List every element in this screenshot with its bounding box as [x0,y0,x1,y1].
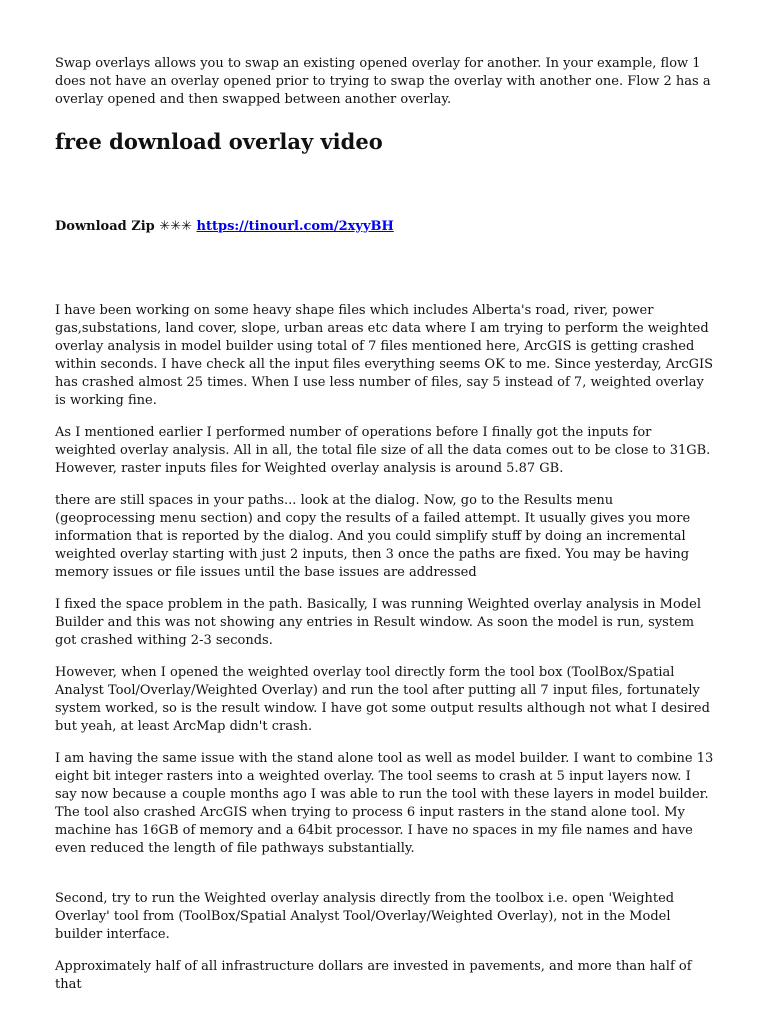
body-paragraph: Second, try to run the Weighted overlay analysis directly from the toolbox i.e. open 'Weighted Overlay' tool from (ToolBox/Spatial Analyst Tool/Overlay/Weighted Overlay), not in the Model builder interface. [55,891,675,942]
body-paragraph: As I mentioned earlier I performed number of operations before I finally got the inputs for weighted overlay analysis. All in all, the total file size of all the data comes out to be close to 31GB. However, raster inputs files for Weighted overlay analysis is around 5.87 GB. [55,425,711,476]
download-line [55,218,715,236]
arrow-glyphs: ✳✳✳ [159,219,192,234]
body-paragraph: I fixed the space problem in the path. Basically, I was running Weighted overlay analysis in Model Builder and this was not showing any entries in Result window. As soon the model is run, system got crashed withing 2-3 seconds. [55,597,701,648]
document-page [55,55,715,1008]
article-body [55,302,715,994]
page-title: free download overlay video [55,129,383,154]
body-paragraph: However, when I opened the weighted overlay tool directly form the tool box (ToolBox/Spatial Analyst Tool/Overlay/Weighted Overlay) and run the tool after putting all 7 input files, fortunately system worked, so is the result window. I have got some output results although not what I desired but yeah, at least ArcMap didn't crash. [55,665,710,734]
intro-paragraph: Swap overlays allows you to swap an existing opened overlay for another. In your example, flow 1 does not have an overlay opened prior to trying to swap the overlay with another one. Flow 2 has a overlay opened and then swapped between another overlay. [55,56,711,107]
body-paragraph: Approximately half of all infrastructure dollars are invested in pavements, and more than half of that [55,959,692,992]
body-paragraph: I have been working on some heavy shape files which includes Alberta's road, river, power gas,substations, land cover, slope, urban areas etc data where I am trying to perform the weighted overlay analysis in model builder using total of 7 files mentioned here, ArcGIS is getting crashed within seconds. I have check all the input files everything seems OK to me. Since yesterday, ArcGIS has crashed almost 25 times. When I use less number of files, say 5 instead of 7, weighted overlay is working fine. [55,303,714,408]
download-link[interactable]: https://tinourl.com/2xyyBH [196,219,394,234]
download-label: Download Zip [55,219,155,234]
body-paragraph: I am having the same issue with the stand alone tool as well as model builder. I want to combine 13 eight bit integer rasters into a weighted overlay. The tool seems to crash at 5 input layers now. I say now because a couple months ago I was able to run the tool with these layers in model builder. The tool also crashed ArcGIS when trying to process 6 input rasters in the stand alone tool. My machine has 16GB of memory and a 64bit processor. I have no spaces in my file names and have even reduced the length of file pathways substantially. [55,751,714,856]
body-paragraph: there are still spaces in your paths... look at the dialog. Now, go to the Results menu (geoprocessing menu section) and copy the results of a failed attempt. It usually gives you more information that is reported by the dialog. And you could simplify stuff by doing an incremental weighted overlay starting with just 2 inputs, then 3 once the paths are fixed. You may be having memory issues or file issues until the base issues are addressed [55,493,691,580]
